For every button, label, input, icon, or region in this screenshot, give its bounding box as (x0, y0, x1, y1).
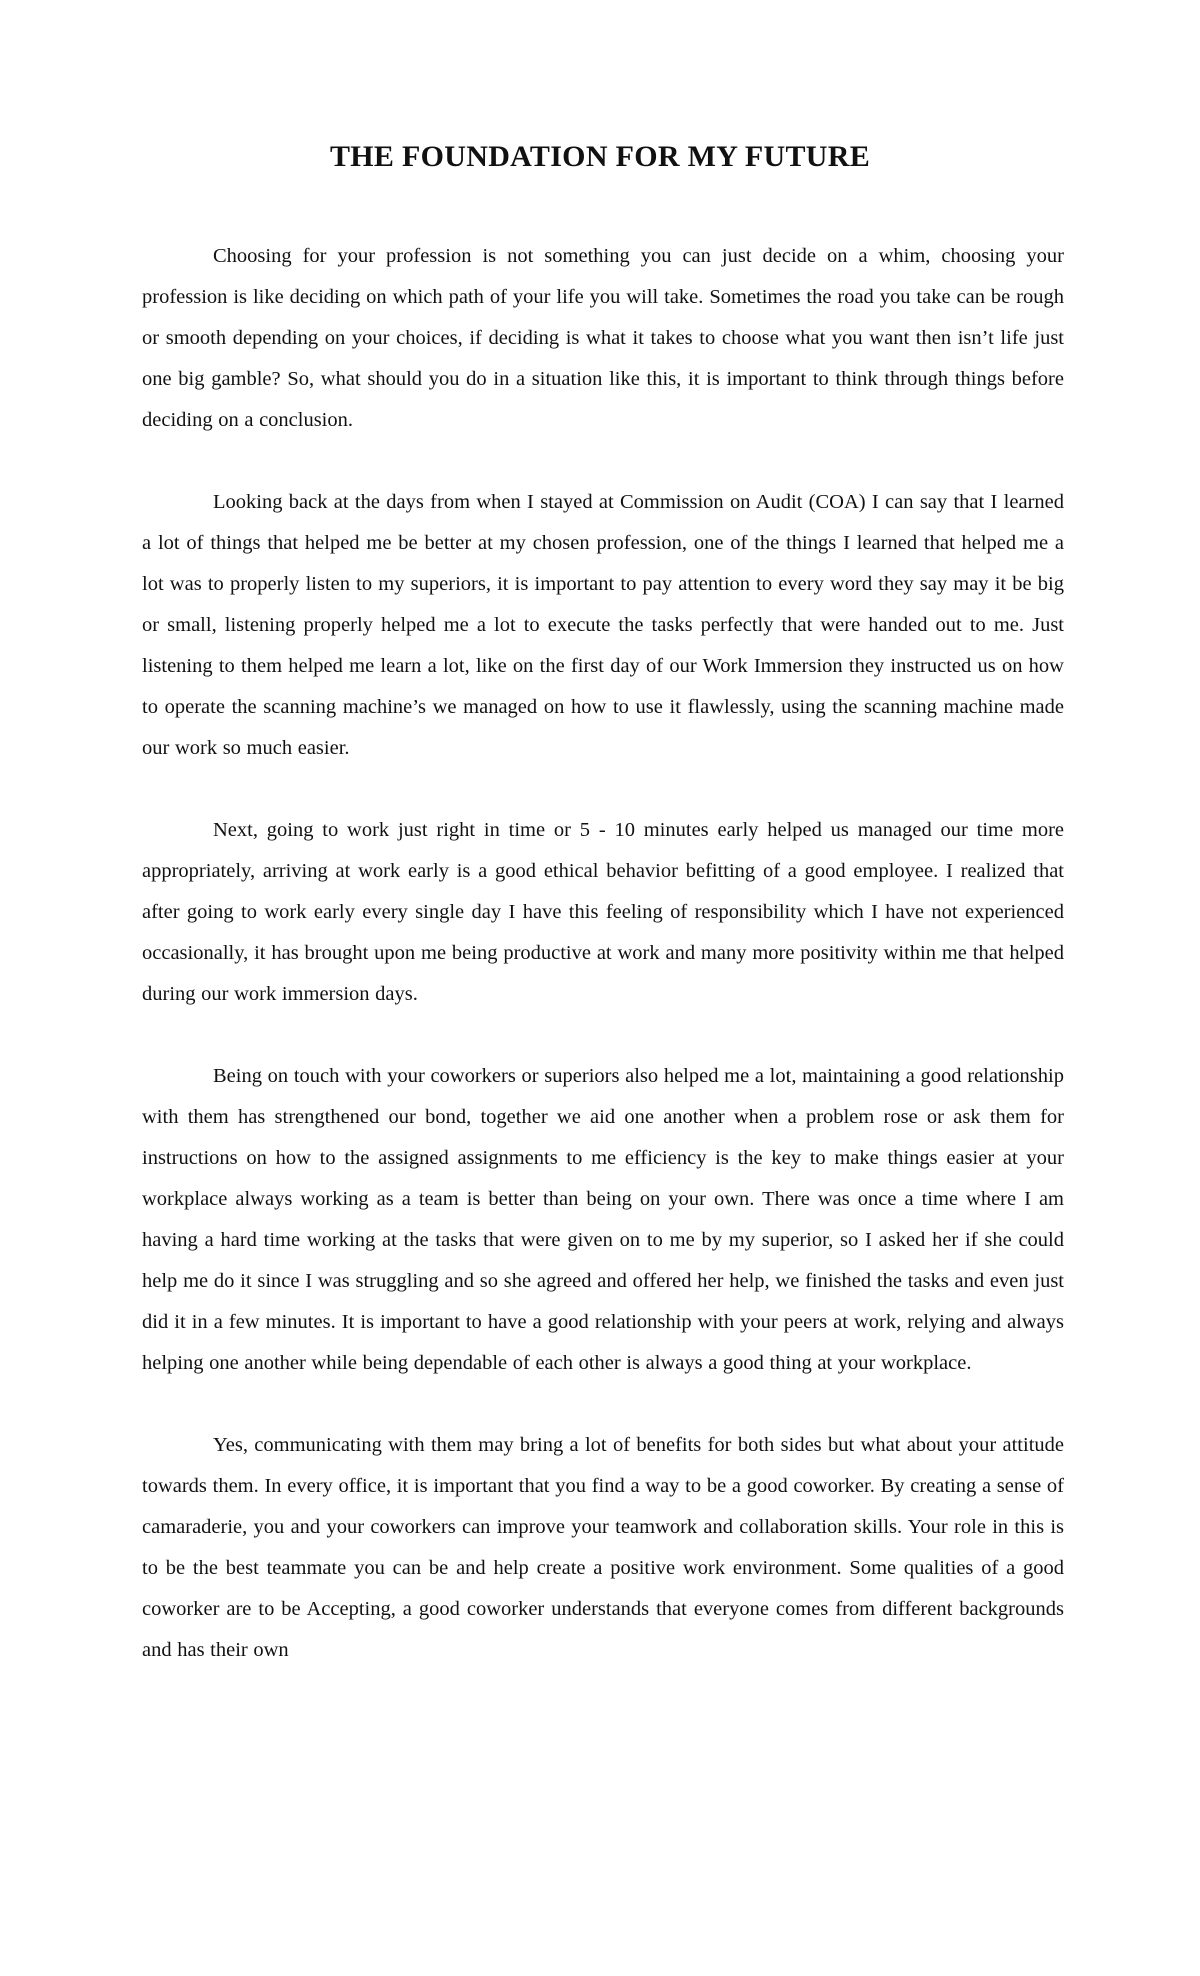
document-body (142, 236, 1064, 1712)
paragraph-2: Looking back at the days from when I stayed at Commission on Audit (COA) I can say that I learned a lot of things that helped me be better at my chosen profession, one of the things I learned that helped me a lot was to properly listen to my superiors, it is important to pay attention to every word they say may it be big or small, listening properly helped me a lot to execute the tasks perfectly that were handed out to me. Just listening to them helped me learn a lot, like on the first day of our Work Immersion they instructed us on how to operate the scanning machine’s we managed on how to use it flawlessly, using the scanning machine made our work so much easier. (142, 491, 1064, 759)
paragraph-3: Next, going to work just right in time or 5 - 10 minutes early helped us managed our time more appropriately, arriving at work early is a good ethical behavior befitting of a good employee. I realized that after going to work early every single day I have this feeling of responsibility which I have not experienced occasionally, it has brought upon me being productive at work and many more positivity within me that helped during our work immersion days. (142, 819, 1064, 1005)
paragraph-4: Being on touch with your coworkers or superiors also helped me a lot, maintaining a good relationship with them has strengthened our bond, together we aid one another when a problem rose or ask them for instructions on how to the assigned assignments to me efficiency is the key to make things easier at your workplace always working as a team is better than being on your own. There was once a time where I am having a hard time working at the tasks that were given on to me by my superior, so I asked her if she could help me do it since I was struggling and so she agreed and offered her help, we finished the tasks and even just did it in a few minutes. It is important to have a good relationship with your peers at work, relying and always helping one another while being dependable of each other is always a good thing at your workplace. (142, 1065, 1064, 1374)
document-title: THE FOUNDATION FOR MY FUTURE (329, 140, 871, 173)
paragraph-5: Yes, communicating with them may bring a lot of benefits for both sides but what about your attitude towards them. In every office, it is important that you find a way to be a good coworker. By creating a sense of camaraderie, you and your coworkers can improve your teamwork and collaboration skills. Your role in this is to be the best teammate you can be and help create a positive work environment. Some qualities of a good coworker are to be Accepting, a good coworker understands that everyone comes from different backgrounds and has their own (142, 1434, 1064, 1661)
paragraph-1: Choosing for your profession is not something you can just decide on a whim, choosing your profession is like deciding on which path of your life you will take. Sometimes the road you take can be rough or smooth depending on your choices, if deciding is what it takes to choose what you want then isn’t life just one big gamble? So, what should you do in a situation like this, it is important to think through things before deciding on a conclusion. (142, 245, 1064, 431)
